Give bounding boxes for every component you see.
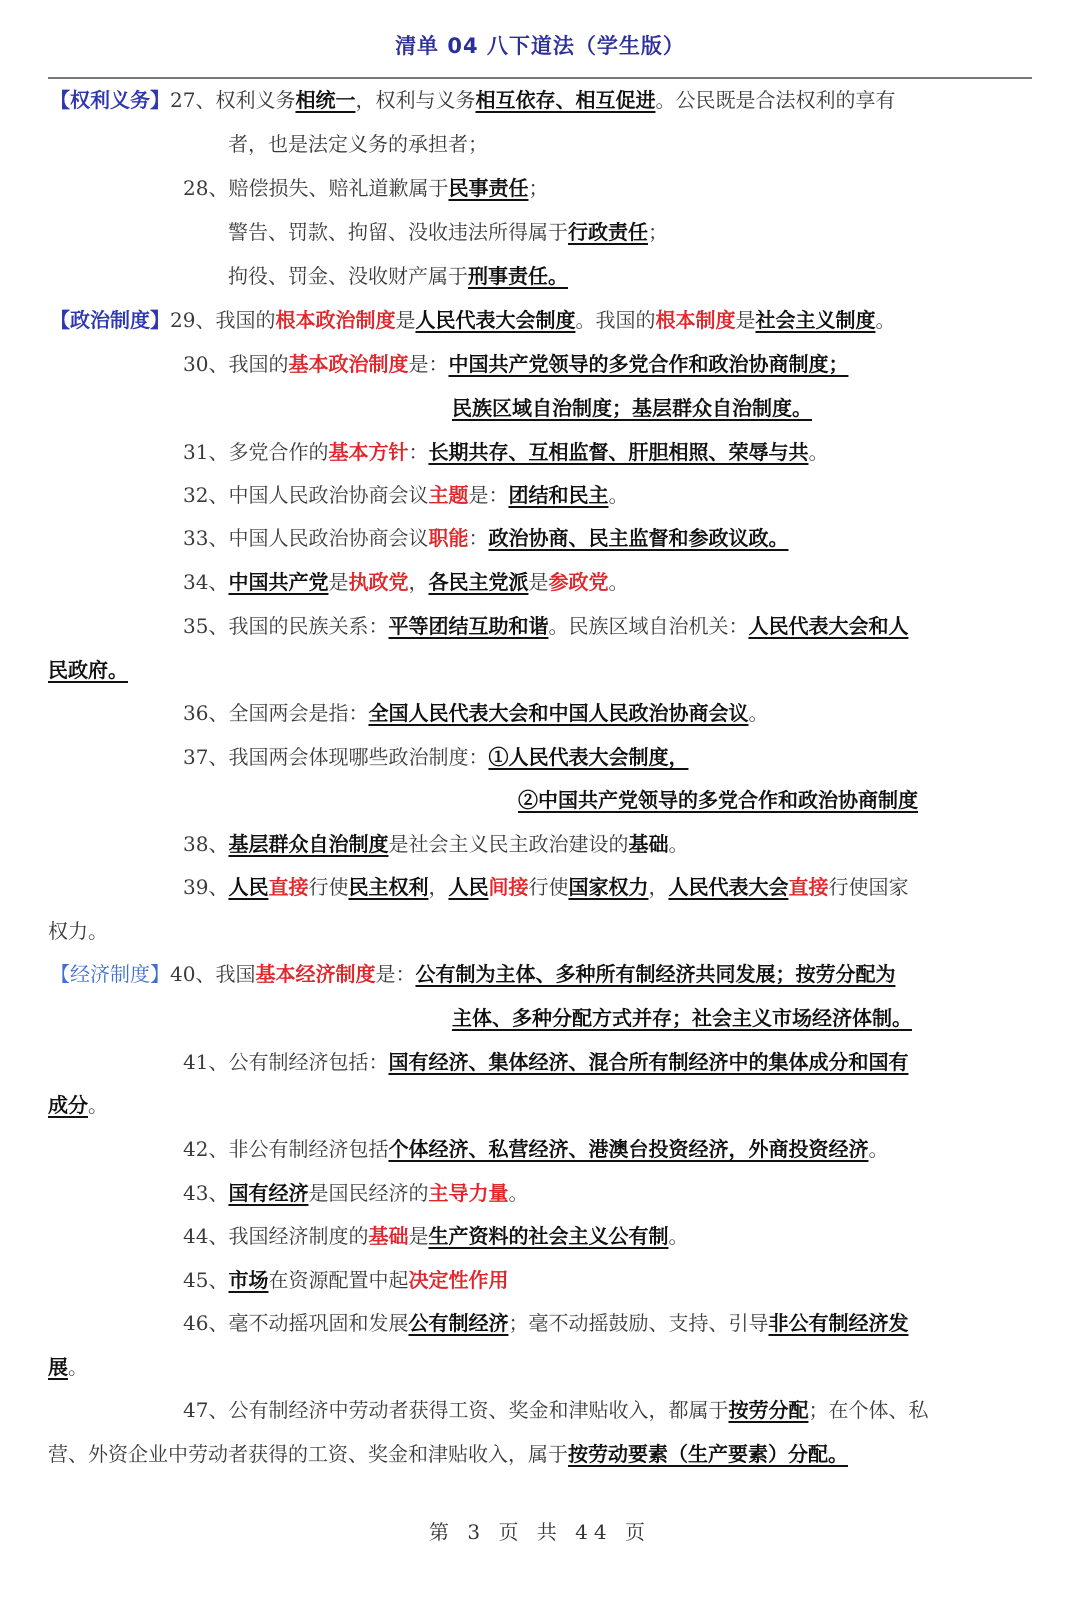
item-27: 【权利义务】27、权利义务相统一，权利与义务相互依存、相互促进。公民既是合法权利的享有	[50, 88, 896, 112]
header-divider	[48, 77, 1032, 79]
item-35: 35、我国的民族关系：平等团结互助和谐。民族区域自治机关：人民代表大会和人	[183, 614, 909, 638]
item-37: 37、我国两会体现哪些政治制度：①人民代表大会制度，	[183, 745, 689, 769]
item-35-cont: 民政府。	[48, 658, 128, 682]
item-27-cont: 者，也是法定义务的承担者；	[228, 132, 488, 156]
item-30: 30、我国的基本政治制度是：中国共产党领导的多党合作和政治协商制度；	[183, 352, 849, 376]
item-46: 46、毫不动摇巩固和发展公有制经济；毫不动摇鼓励、支持、引导非公有制经济发	[183, 1311, 909, 1335]
item-44: 44、我国经济制度的基础是生产资料的社会主义公有制。	[183, 1224, 689, 1248]
item-42: 42、非公有制经济包括个体经济、私营经济、港澳台投资经济，外商投资经济。	[183, 1137, 889, 1161]
item-39-cont: 权力。	[48, 919, 108, 943]
page-title: 清单 04 八下道法（学生版）	[395, 34, 685, 58]
section-label-rights: 【权利义务】	[50, 88, 170, 112]
section-label-economy: 【经济制度】	[50, 962, 170, 986]
item-45: 45、市场在资源配置中起决定性作用	[183, 1268, 509, 1292]
item-33: 33、中国人民政治协商会议职能：政治协商、民主监督和参政议政。	[183, 526, 789, 550]
item-47: 47、公有制经济中劳动者获得工资、奖金和津贴收入，都属于按劳分配；在个体、私	[183, 1398, 929, 1422]
item-31: 31、多党合作的基本方针：长期共存、互相监督、肝胆相照、荣辱与共。	[183, 440, 829, 464]
item-37-cont: ②中国共产党领导的多党合作和政治协商制度	[518, 788, 918, 812]
section-label-politics: 【政治制度】	[50, 308, 170, 332]
item-47-cont: 营、外资企业中劳动者获得的工资、奖金和津贴收入，属于按劳动要素（生产要素）分配。	[48, 1442, 848, 1466]
item-30-cont: 民族区域自治制度；基层群众自治制度。	[452, 396, 812, 420]
item-36: 36、全国两会是指：全国人民代表大会和中国人民政治协商会议。	[183, 701, 769, 725]
item-40-cont: 主体、多种分配方式并存；社会主义市场经济体制。	[452, 1006, 912, 1030]
item-29: 【政治制度】29、我国的根本政治制度是人民代表大会制度。我国的根本制度是社会主义制度。	[50, 308, 896, 332]
item-41-cont: 成分。	[48, 1093, 108, 1117]
item-34: 34、中国共产党是执政党，各民主党派是参政党。	[183, 570, 629, 594]
item-38: 38、基层群众自治制度是社会主义民主政治建设的基础。	[183, 832, 689, 856]
item-28: 28、赔偿损失、赔礼道歉属于民事责任；	[183, 176, 549, 200]
item-39: 39、人民直接行使民主权利，人民间接行使国家权力，人民代表大会直接行使国家	[183, 875, 909, 899]
item-43: 43、国有经济是国民经济的主导力量。	[183, 1181, 529, 1205]
item-40: 【经济制度】40、我国基本经济制度是：公有制为主体、多种所有制经济共同发展；按劳分配为	[50, 962, 896, 986]
item-41: 41、公有制经济包括：国有经济、集体经济、混合所有制经济中的集体成分和国有	[183, 1050, 909, 1074]
item-28-line3: 拘役、罚金、没收财产属于刑事责任。	[228, 264, 568, 288]
item-28-line2: 警告、罚款、拘留、没收违法所得属于行政责任；	[228, 220, 668, 244]
page-number: 第 3 页 共 44 页	[429, 1520, 651, 1544]
item-32: 32、中国人民政治协商会议主题是：团结和民主。	[183, 483, 629, 507]
item-46-cont: 展。	[48, 1355, 88, 1379]
